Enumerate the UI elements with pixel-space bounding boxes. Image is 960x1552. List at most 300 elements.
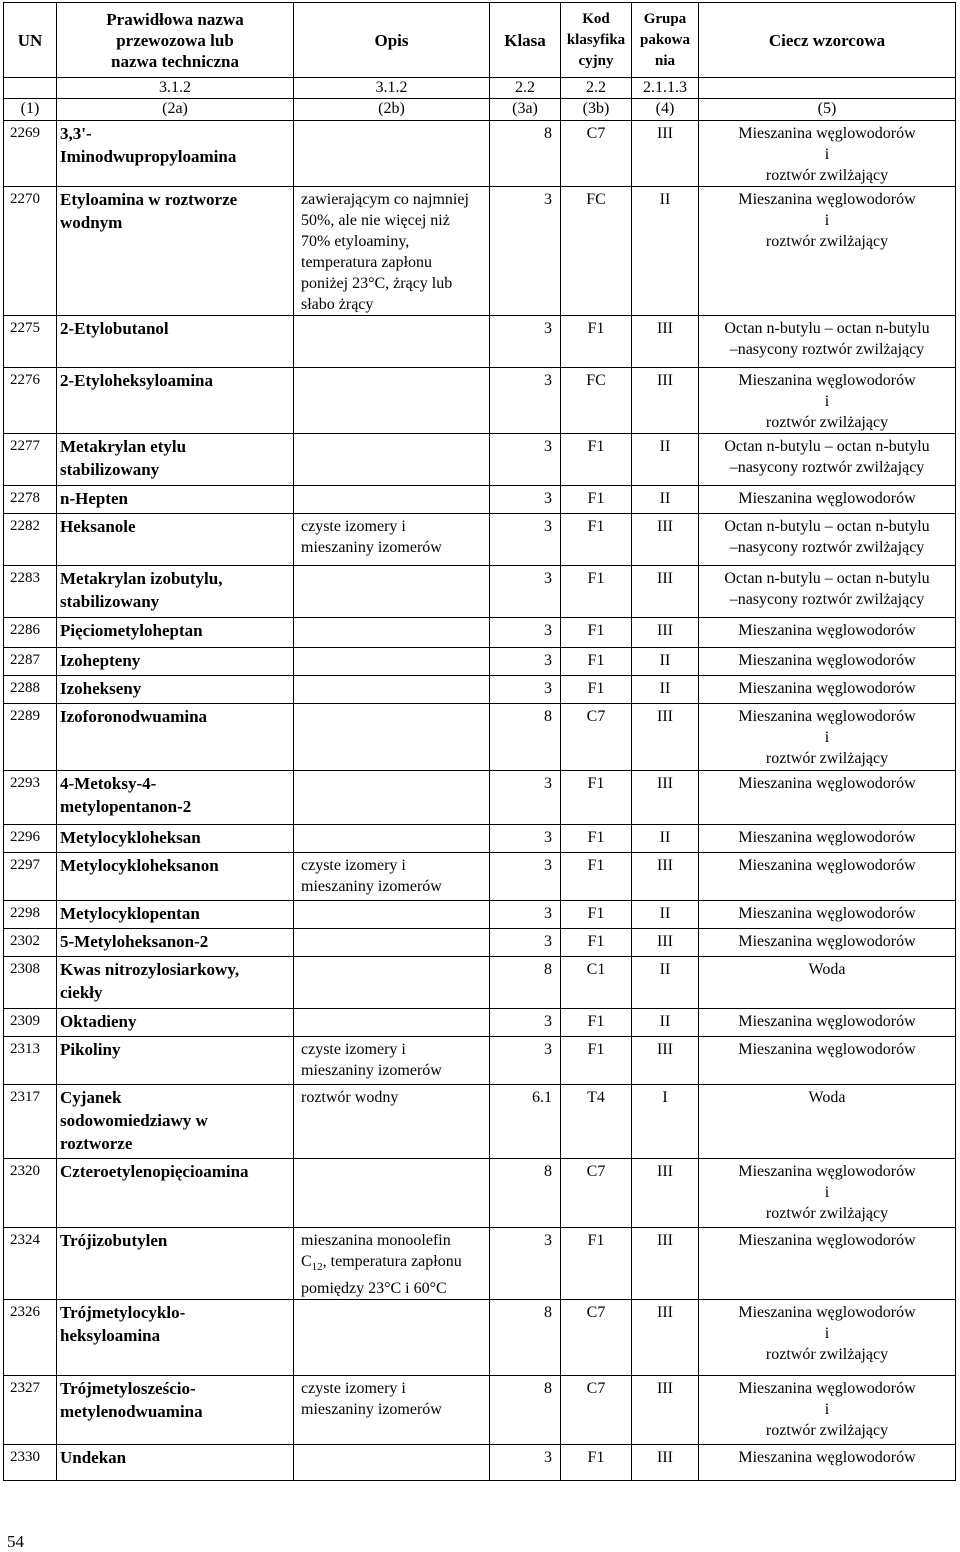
column-number: (4): [632, 99, 699, 121]
description-cell: [294, 566, 490, 618]
substance-name-cell: [57, 1376, 294, 1445]
classification-code-cell: F1: [561, 514, 632, 566]
column-number: (1): [4, 99, 57, 121]
un-number-cell: 2320: [4, 1159, 57, 1228]
standard-liquid-line: Mieszanina węglowodorów: [738, 1041, 916, 1058]
table-row: [4, 929, 956, 957]
standard-liquid-cell: [699, 771, 956, 825]
packing-group-cell: III: [632, 929, 699, 957]
substance-name-line: 3,3'-: [60, 124, 92, 143]
substance-name-line: n-Hepten: [60, 489, 128, 508]
description-line: 70% etyloaminy,: [301, 233, 410, 250]
class-cell: 8: [490, 121, 561, 187]
description-cell: [294, 704, 490, 771]
substance-name-cell: [57, 901, 294, 929]
description-cell: [294, 853, 490, 901]
class-cell: 3: [490, 853, 561, 901]
header-kod-line: Kod: [582, 10, 610, 27]
substance-name-cell: [57, 1159, 294, 1228]
standard-liquid-line: Mieszanina węglowodorów: [738, 1304, 916, 1322]
classification-code-cell: C1: [561, 957, 632, 1009]
class-cell: 3: [490, 771, 561, 825]
table-row: [4, 368, 956, 434]
standard-liquid-line: Octan n-butylu – octan n-butylu: [724, 320, 930, 337]
reference-cell: [4, 78, 57, 99]
packing-group-cell: II: [632, 648, 699, 676]
standard-liquid-line: Octan n-butylu – octan n-butylu: [724, 518, 930, 535]
description-line: czyste izomery i: [301, 1380, 406, 1398]
standard-liquid-line: Mieszanina węglowodorów: [738, 933, 916, 950]
substance-name-cell: [57, 514, 294, 566]
description-cell: [294, 676, 490, 704]
substance-name-line: 4-Metoksy-4-: [60, 774, 157, 793]
substance-name-line: Metakrylan etylu: [60, 437, 187, 456]
substance-name-line: Etyloamina w roztworze: [60, 190, 238, 209]
description-line: $C_{12}$, temperatura zapłonu: [301, 1253, 462, 1274]
class-cell: 3: [490, 187, 561, 316]
header-ciecz: Ciecz wzorcowa: [699, 3, 956, 78]
substance-name-line: metylenodwuamina: [60, 1402, 203, 1422]
substance-name-line: Heksanole: [60, 517, 136, 536]
classification-code-cell: C7: [561, 1300, 632, 1376]
description-cell: [294, 1009, 490, 1037]
standard-liquid-line: roztwór zwilżający: [765, 1205, 889, 1222]
class-cell: 3: [490, 825, 561, 853]
substance-name-cell: [57, 853, 294, 901]
classification-code-cell: F1: [561, 929, 632, 957]
classification-code-cell: F1: [561, 566, 632, 618]
classification-code-cell: F1: [561, 771, 632, 825]
substance-name-cell: [57, 187, 294, 316]
un-number-cell: 2286: [4, 618, 57, 648]
standard-liquid-line: i: [824, 729, 830, 746]
header-klasa: Klasa: [490, 3, 561, 78]
standard-liquid-line: Mieszanina węglowodorów: [738, 372, 916, 389]
classification-code-cell: F1: [561, 1228, 632, 1300]
classification-code-cell: FC: [561, 187, 632, 316]
un-number-cell: 2278: [4, 486, 57, 514]
description-cell: [294, 1159, 490, 1228]
standard-liquid-cell: [699, 901, 956, 929]
un-number-cell: 2297: [4, 853, 57, 901]
table-row: [4, 648, 956, 676]
header-grupa-line: Grupa: [643, 10, 687, 27]
standard-liquid-line: i: [824, 1401, 830, 1419]
class-cell: 6.1: [490, 1085, 561, 1159]
packing-group-cell: II: [632, 957, 699, 1009]
substance-name-cell: [57, 1037, 294, 1085]
standard-liquid-line: Mieszanina węglowodorów: [738, 775, 916, 792]
substance-name-cell: [57, 486, 294, 514]
header-un: UN: [4, 3, 57, 78]
standard-liquid-line: i: [824, 1325, 830, 1343]
un-number-cell: 2289: [4, 704, 57, 771]
classification-code-cell: F1: [561, 1445, 632, 1481]
packing-group-cell: III: [632, 1376, 699, 1445]
packing-group-cell: III: [632, 514, 699, 566]
substance-name-line: Undekan: [60, 1448, 127, 1468]
standard-liquid-line: i: [824, 1184, 830, 1201]
standard-liquid-line: Woda: [808, 961, 846, 978]
header-kod-line: klasyfika: [566, 31, 626, 48]
table-row: [4, 957, 956, 1009]
standard-liquid-cell: [699, 618, 956, 648]
standard-liquid-line: roztwór zwilżający: [765, 1422, 889, 1440]
class-cell: 3: [490, 901, 561, 929]
un-number-cell: 2276: [4, 368, 57, 434]
un-number-cell: 2326: [4, 1300, 57, 1376]
substance-name-line: Izoforonodwuamina: [60, 707, 208, 726]
substance-name-cell: [57, 1300, 294, 1376]
table-row: [4, 1085, 956, 1159]
packing-group-cell: I: [632, 1085, 699, 1159]
un-number-cell: 2302: [4, 929, 57, 957]
standard-liquid-cell: [699, 853, 956, 901]
description-cell: [294, 957, 490, 1009]
standard-liquid-line: i: [824, 212, 830, 229]
packing-group-cell: III: [632, 618, 699, 648]
substance-name-cell: [57, 1085, 294, 1159]
substance-name-line: 5-Metyloheksanon-2: [60, 932, 209, 951]
standard-liquid-line: –nasycony roztwór zwilżający: [729, 539, 925, 556]
substance-name-line: Trójizobutylen: [60, 1231, 168, 1250]
packing-group-cell: II: [632, 825, 699, 853]
standard-liquid-line: –nasycony roztwór zwilżający: [729, 341, 925, 358]
classification-code-cell: F1: [561, 1037, 632, 1085]
standard-liquid-cell: [699, 1445, 956, 1481]
substance-name-line: 2-Etyloheksyloamina: [60, 371, 214, 390]
standard-liquid-cell: [699, 1228, 956, 1300]
packing-group-cell: III: [632, 1228, 699, 1300]
packing-group-cell: III: [632, 566, 699, 618]
standard-liquid-line: Mieszanina węglowodorów: [738, 829, 916, 846]
reference-row: [4, 78, 956, 99]
table-row: [4, 771, 956, 825]
table-row: [4, 1009, 956, 1037]
substance-name-line: Oktadieny: [60, 1012, 137, 1031]
packing-group-cell: III: [632, 853, 699, 901]
standard-liquid-line: i: [824, 146, 830, 163]
standard-liquid-line: i: [824, 393, 830, 410]
description-line: roztwór wodny: [301, 1089, 399, 1106]
table-row: [4, 486, 956, 514]
substance-name-line: Metakrylan izobutylu,: [60, 569, 223, 588]
substance-name-line: Metylocykloheksanon: [60, 856, 219, 875]
table-row: [4, 514, 956, 566]
substance-name-line: Iminodwupropyloamina: [60, 147, 237, 166]
standard-liquid-line: Octan n-butylu – octan n-butylu: [724, 570, 930, 587]
un-number-cell: 2293: [4, 771, 57, 825]
table-row: [4, 121, 956, 187]
un-number-cell: 2287: [4, 648, 57, 676]
standard-liquid-cell: [699, 957, 956, 1009]
standard-liquid-cell: [699, 514, 956, 566]
class-cell: 3: [490, 434, 561, 486]
class-cell: 3: [490, 648, 561, 676]
substance-name-line: ciekły: [60, 983, 103, 1002]
classification-code-cell: F1: [561, 648, 632, 676]
standard-liquid-cell: [699, 486, 956, 514]
class-cell: 8: [490, 1159, 561, 1228]
substance-name-line: 2-Etylobutanol: [60, 319, 169, 338]
description-line: mieszanina monoolefin: [301, 1232, 451, 1249]
standard-liquid-line: –nasycony roztwór zwilżający: [729, 591, 925, 608]
table-row: [4, 853, 956, 901]
class-cell: 3: [490, 368, 561, 434]
description-cell: [294, 929, 490, 957]
classification-code-cell: F1: [561, 618, 632, 648]
standard-liquid-line: Mieszanina węglowodorów: [738, 708, 916, 725]
classification-code-cell: F1: [561, 1009, 632, 1037]
packing-group-cell: III: [632, 771, 699, 825]
standard-liquid-cell: [699, 1085, 956, 1159]
standard-liquid-cell: [699, 121, 956, 187]
description-line: mieszaniny izomerów: [301, 1062, 442, 1079]
substance-name-line: Izohekseny: [60, 679, 142, 698]
packing-group-cell: II: [632, 676, 699, 704]
header-name-line: Prawidłowa nazwa: [106, 9, 244, 29]
standard-liquid-line: Mieszanina węglowodorów: [738, 905, 916, 922]
class-cell: 3: [490, 929, 561, 957]
substance-name-cell: [57, 434, 294, 486]
standard-liquid-cell: [699, 566, 956, 618]
substance-name-cell: [57, 316, 294, 368]
substance-name-line: Pięciometyloheptan: [60, 621, 203, 640]
standard-liquid-line: Octan n-butylu – octan n-butylu: [724, 438, 930, 455]
substance-name-cell: [57, 676, 294, 704]
description-cell: [294, 648, 490, 676]
packing-group-cell: II: [632, 434, 699, 486]
un-number-cell: 2317: [4, 1085, 57, 1159]
classification-code-cell: FC: [561, 368, 632, 434]
packing-group-cell: III: [632, 1445, 699, 1481]
class-cell: 3: [490, 486, 561, 514]
reference-cell: [699, 78, 956, 99]
un-number-cell: 2282: [4, 514, 57, 566]
substance-name-cell: [57, 648, 294, 676]
substance-name-cell: [57, 1445, 294, 1481]
substance-name-line: heksyloamina: [60, 1326, 161, 1346]
class-cell: 3: [490, 676, 561, 704]
description-line: czyste izomery i: [301, 518, 406, 535]
description-cell: [294, 316, 490, 368]
un-number-cell: 2324: [4, 1228, 57, 1300]
dangerous-goods-table: [3, 2, 956, 1481]
table-body: [4, 121, 956, 1481]
column-number: (3b): [561, 99, 632, 121]
table-row: [4, 676, 956, 704]
standard-liquid-cell: [699, 187, 956, 316]
class-cell: 3: [490, 316, 561, 368]
column-number: (3a): [490, 99, 561, 121]
un-number-cell: 2313: [4, 1037, 57, 1085]
packing-group-cell: III: [632, 1159, 699, 1228]
substance-name-line: roztworze: [60, 1134, 133, 1153]
substance-name-line: Trójmetylocyklo-: [60, 1303, 186, 1323]
header-name-line: nazwa techniczna: [111, 51, 239, 71]
substance-name-line: wodnym: [60, 213, 123, 232]
standard-liquid-cell: [699, 316, 956, 368]
substance-name-line: Trójmetylosześcio-: [60, 1379, 196, 1399]
standard-liquid-cell: [699, 1300, 956, 1376]
column-number-row: [4, 99, 956, 121]
description-cell: [294, 1445, 490, 1481]
standard-liquid-line: roztwór zwilżający: [765, 750, 889, 767]
description-line: czyste izomery i: [301, 1041, 406, 1058]
standard-liquid-cell: [699, 1376, 956, 1445]
class-cell: 8: [490, 1300, 561, 1376]
standard-liquid-cell: [699, 1009, 956, 1037]
table-row: [4, 1037, 956, 1085]
header-name-line: przewozowa lub: [116, 30, 234, 50]
standard-liquid-line: Mieszanina węglowodorów: [738, 1163, 916, 1180]
table-row: [4, 704, 956, 771]
standard-liquid-line: Mieszanina węglowodorów: [738, 490, 916, 507]
description-cell: [294, 901, 490, 929]
header-grupa-line: pakowa: [639, 31, 691, 48]
description-cell: [294, 187, 490, 316]
un-number-cell: 2270: [4, 187, 57, 316]
table-row: [4, 825, 956, 853]
standard-liquid-line: roztwór zwilżający: [765, 1346, 889, 1364]
classification-code-cell: F1: [561, 853, 632, 901]
class-cell: 3: [490, 1445, 561, 1481]
classification-code-cell: C7: [561, 1376, 632, 1445]
description-cell: [294, 1085, 490, 1159]
un-number-cell: 2277: [4, 434, 57, 486]
class-cell: 3: [490, 618, 561, 648]
un-number-cell: 2283: [4, 566, 57, 618]
description-line: temperatura zapłonu: [301, 254, 433, 271]
description-line: poniżej 23°C, żrący lub: [301, 275, 453, 292]
table-row: [4, 1376, 956, 1445]
standard-liquid-line: roztwór zwilżający: [765, 233, 889, 250]
description-cell: [294, 514, 490, 566]
un-number-cell: 2308: [4, 957, 57, 1009]
table-row: [4, 434, 956, 486]
packing-group-cell: III: [632, 368, 699, 434]
reference-cell: 2.1.1.3: [632, 78, 699, 99]
table-row: [4, 1228, 956, 1300]
standard-liquid-cell: [699, 704, 956, 771]
classification-code-cell: C7: [561, 1159, 632, 1228]
description-cell: [294, 121, 490, 187]
class-cell: 8: [490, 957, 561, 1009]
column-number: (5): [699, 99, 956, 121]
standard-liquid-line: Mieszanina węglowodorów: [738, 1232, 916, 1249]
description-line: mieszaniny izomerów: [301, 1401, 442, 1419]
classification-code-cell: F1: [561, 676, 632, 704]
substance-name-cell: [57, 618, 294, 648]
substance-name-cell: [57, 771, 294, 825]
classification-code-cell: F1: [561, 434, 632, 486]
standard-liquid-cell: [699, 929, 956, 957]
substance-name-line: Metylocykloheksan: [60, 828, 201, 847]
description-line: mieszaniny izomerów: [301, 539, 442, 556]
un-number-cell: 2327: [4, 1376, 57, 1445]
standard-liquid-line: Mieszanina węglowodorów: [738, 1380, 916, 1398]
classification-code-cell: C7: [561, 121, 632, 187]
packing-group-cell: III: [632, 316, 699, 368]
description-cell: [294, 825, 490, 853]
un-number-cell: 2269: [4, 121, 57, 187]
un-number-cell: 2309: [4, 1009, 57, 1037]
table-row: [4, 566, 956, 618]
classification-code-cell: T4: [561, 1085, 632, 1159]
classification-code-cell: F1: [561, 316, 632, 368]
un-number-cell: 2275: [4, 316, 57, 368]
substance-name-line: Czteroetylenopięcioamina: [60, 1162, 249, 1181]
header-grupa-line: nia: [654, 52, 675, 69]
packing-group-cell: III: [632, 704, 699, 771]
standard-liquid-line: Mieszanina węglowodorów: [738, 680, 916, 697]
table-row: [4, 618, 956, 648]
description-line: pomiędzy 23°C i 60°C: [301, 1280, 447, 1298]
packing-group-cell: II: [632, 901, 699, 929]
packing-group-cell: III: [632, 121, 699, 187]
standard-liquid-line: Mieszanina węglowodorów: [738, 857, 916, 874]
standard-liquid-line: Mieszanina węglowodorów: [738, 652, 916, 669]
standard-liquid-line: Mieszanina węglowodorów: [738, 191, 916, 208]
description-line: 50%, ale nie więcej niż: [301, 212, 450, 229]
table-row: [4, 901, 956, 929]
reference-cell: 2.2: [490, 78, 561, 99]
class-cell: 3: [490, 1228, 561, 1300]
table-header-row: [4, 3, 956, 78]
reference-cell: 3.1.2: [57, 78, 294, 99]
table-row: [4, 1445, 956, 1481]
substance-name-line: Kwas nitrozylosiarkowy,: [60, 960, 240, 979]
un-number-cell: 2330: [4, 1445, 57, 1481]
table-row: [4, 316, 956, 368]
substance-name-line: Izohepteny: [60, 651, 141, 670]
standard-liquid-line: Mieszanina węglowodorów: [738, 1449, 916, 1467]
header-kod: [561, 3, 632, 78]
table-row: [4, 187, 956, 316]
column-number: (2b): [294, 99, 490, 121]
description-line: słabo żrący: [301, 296, 374, 313]
description-cell: [294, 1300, 490, 1376]
classification-code-cell: F1: [561, 901, 632, 929]
description-cell: [294, 771, 490, 825]
standard-liquid-cell: [699, 648, 956, 676]
standard-liquid-line: roztwór zwilżający: [765, 167, 889, 184]
header-opis: Opis: [294, 3, 490, 78]
description-cell: [294, 1037, 490, 1085]
substance-name-cell: [57, 825, 294, 853]
class-cell: 3: [490, 514, 561, 566]
substance-name-line: Pikoliny: [60, 1040, 121, 1059]
standard-liquid-cell: [699, 434, 956, 486]
reference-cell: 3.1.2: [294, 78, 490, 99]
description-cell: [294, 434, 490, 486]
substance-name-line: stabilizowany: [60, 592, 160, 611]
standard-liquid-line: Woda: [808, 1089, 846, 1106]
standard-liquid-line: Mieszanina węglowodorów: [738, 1013, 916, 1030]
classification-code-cell: F1: [561, 486, 632, 514]
header-kod-line: cyjny: [578, 52, 614, 69]
substance-name-line: metylopentanon-2: [60, 797, 192, 816]
standard-liquid-line: Mieszanina węglowodorów: [738, 622, 916, 639]
standard-liquid-cell: [699, 368, 956, 434]
standard-liquid-cell: [699, 825, 956, 853]
description-cell: [294, 1228, 490, 1300]
packing-group-cell: II: [632, 187, 699, 316]
un-number-cell: 2298: [4, 901, 57, 929]
class-cell: 8: [490, 1376, 561, 1445]
packing-group-cell: III: [632, 1037, 699, 1085]
class-cell: 3: [490, 1037, 561, 1085]
